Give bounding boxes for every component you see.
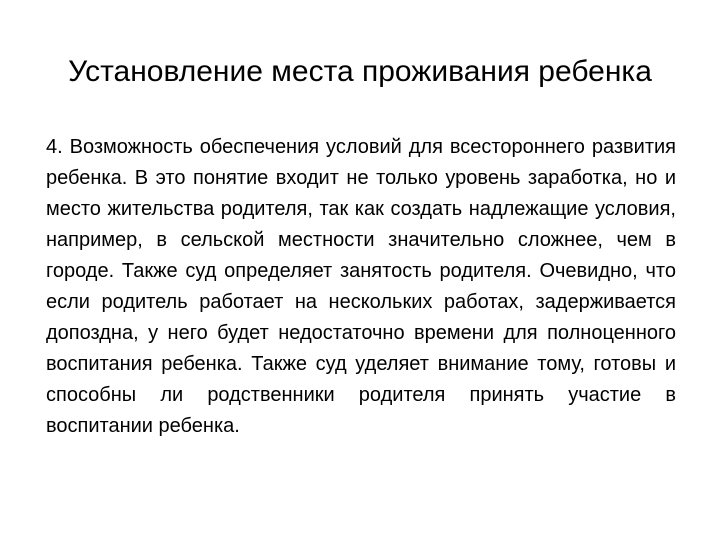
slide-body-text: 4. Возможность обеспечения условий для всестороннего развития ребенка. В это понятие входит не только уровень заработка, но и место жительства родителя, так как создать надлежащие условия, например, в сельской местности значительно сложнее, чем в городе. Также суд определяет занятость родителя. Очевидно, что если родитель работает на нескольких работах, задерживается допоздна, у него будет недостаточно времени для полноценного воспитания ребенка. Также суд уделяет внимание тому, готовы и способны ли родственники родителя принять участие в воспитании ребенка. [46, 136, 676, 437]
slide-title: Установление места проживания ребенка [68, 55, 652, 88]
